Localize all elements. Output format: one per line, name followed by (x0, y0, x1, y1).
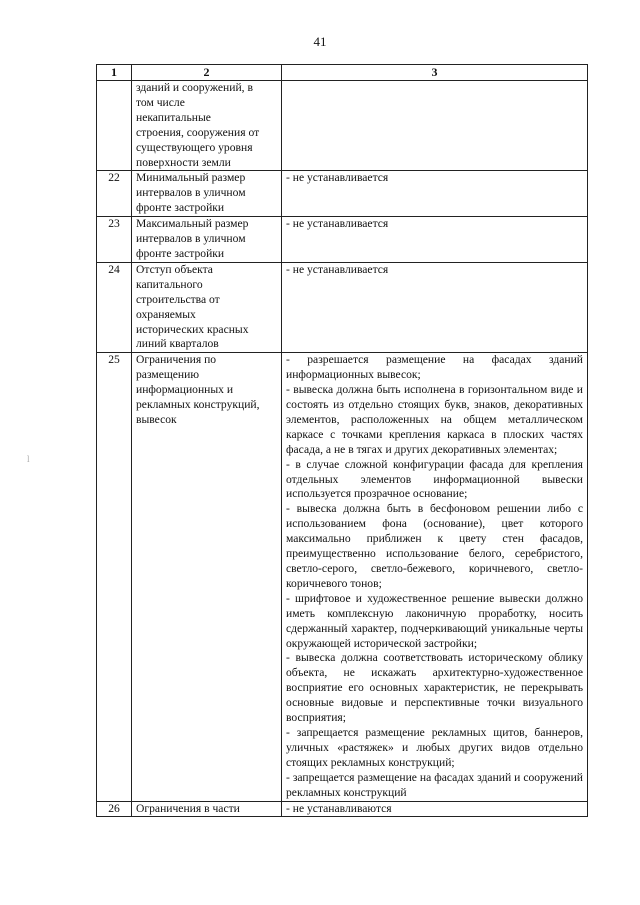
name-line: интервалов в уличном (136, 232, 246, 246)
name-line: Максимальный размер (136, 217, 249, 231)
value-line: - запрещается размещение на фасадах зданий и сооружений рекламных конструкций (286, 770, 583, 799)
name-line: строения, сооружения от (136, 125, 260, 139)
parameter-name (132, 353, 282, 801)
parameter-value (282, 801, 588, 817)
column-header-1: 1 (97, 65, 132, 81)
name-line: интервалов в уличном (136, 186, 246, 200)
value-line: - вывеска должна быть исполнена в горизонтальном виде и состоять из отдельно стоящих букв, знаков, декоративных элементов, расположенных на общем металлическом каркасе с точками крепления каркаса в плоских частях фасада, а не в тягах и других декоративных элементах; (286, 383, 583, 456)
name-line: некапитальные (136, 110, 211, 124)
name-line: фронте застройки (136, 246, 225, 260)
column-header-3: 3 (282, 65, 588, 81)
name-line: том числе (136, 95, 185, 109)
name-line: зданий и сооружений, в (136, 81, 253, 94)
name-line: Ограничения в части (136, 801, 240, 815)
table-row (97, 262, 588, 352)
row-number: 23 (97, 217, 132, 263)
name-line: охраняемых (136, 307, 196, 321)
parameter-name (132, 262, 282, 352)
value-line: - вывеска должна соответствовать историческому облику объекта, не искажать архитектурно-художественное восприятие его основных характеристик, не перекрывать основные видовые и перспективные точки визуального восприятия; (286, 651, 583, 725)
name-line: рекламных конструкций, (136, 398, 260, 412)
name-line: информационных и (136, 383, 234, 397)
row-number: 26 (97, 801, 132, 817)
table-row (97, 81, 588, 171)
value-line: - запрещается размещение рекламных щитов, баннеров, уличных «растяжек» и любых других видов отдельно стоящих рекламных конструкций; (286, 725, 583, 769)
value-line: - не устанавливается (286, 171, 389, 185)
name-line: капитального (136, 277, 203, 291)
parameter-value (282, 353, 588, 801)
name-line: линий кварталов (136, 337, 219, 351)
parameter-value (282, 171, 588, 217)
name-line: существующего уровня (136, 140, 253, 154)
name-line: вывесок (136, 412, 177, 426)
table-row (97, 217, 588, 263)
row-number: 24 (97, 262, 132, 352)
table-row (97, 801, 588, 817)
row-number (97, 81, 132, 171)
name-line: размещению (136, 368, 199, 382)
regulations-table (96, 64, 588, 817)
name-line: строительства от (136, 292, 220, 306)
row-number: 22 (97, 171, 132, 217)
parameter-value (282, 217, 588, 263)
parameter-value (282, 262, 588, 352)
row-number: 25 (97, 353, 132, 801)
parameter-name (132, 801, 282, 817)
value-line: - не устанавливается (286, 217, 389, 231)
column-header-2: 2 (132, 65, 282, 81)
value-line: - вывеска должна быть в бесфоновом решении либо с использованием фона (основание), цвет которого максимально приближен к цвету стен фасадов, преимущественно использование белого, серебристого, светло-серого, светло-бежевого, коричневого, светло-коричневого тонов; (286, 502, 583, 590)
table-row (97, 171, 588, 217)
parameter-name (132, 171, 282, 217)
value-line: - шрифтовое и художественное решение вывески должно иметь комплексную лаконичную проработку, носить сдержанный характер, подчеркивающий уникальные черты окружающей исторической застройки; (286, 591, 583, 650)
value-line: - в случае сложной конфигурации фасада для крепления отдельных элементов информационной вывески используется прозрачное основание; (286, 457, 583, 501)
header-row (97, 65, 588, 81)
name-line: поверхности земли (136, 155, 231, 169)
table-row (97, 353, 588, 801)
name-line: Минимальный размер (136, 171, 246, 185)
parameter-name (132, 217, 282, 263)
parameter-value (282, 81, 588, 171)
parameter-name (132, 81, 282, 171)
name-line: Отступ объекта (136, 262, 213, 276)
value-line: - разрешается размещение на фасадах зданий информационных вывесок; (286, 353, 583, 382)
name-line: Ограничения по (136, 353, 217, 367)
page-number: 41 (313, 34, 327, 49)
name-line: фронте застройки (136, 201, 225, 215)
value-line: - не устанавливаются (286, 801, 392, 815)
value-line: - не устанавливается (286, 262, 389, 276)
name-line: исторических красных (136, 322, 249, 336)
margin-mark: ⅼ (27, 455, 30, 464)
